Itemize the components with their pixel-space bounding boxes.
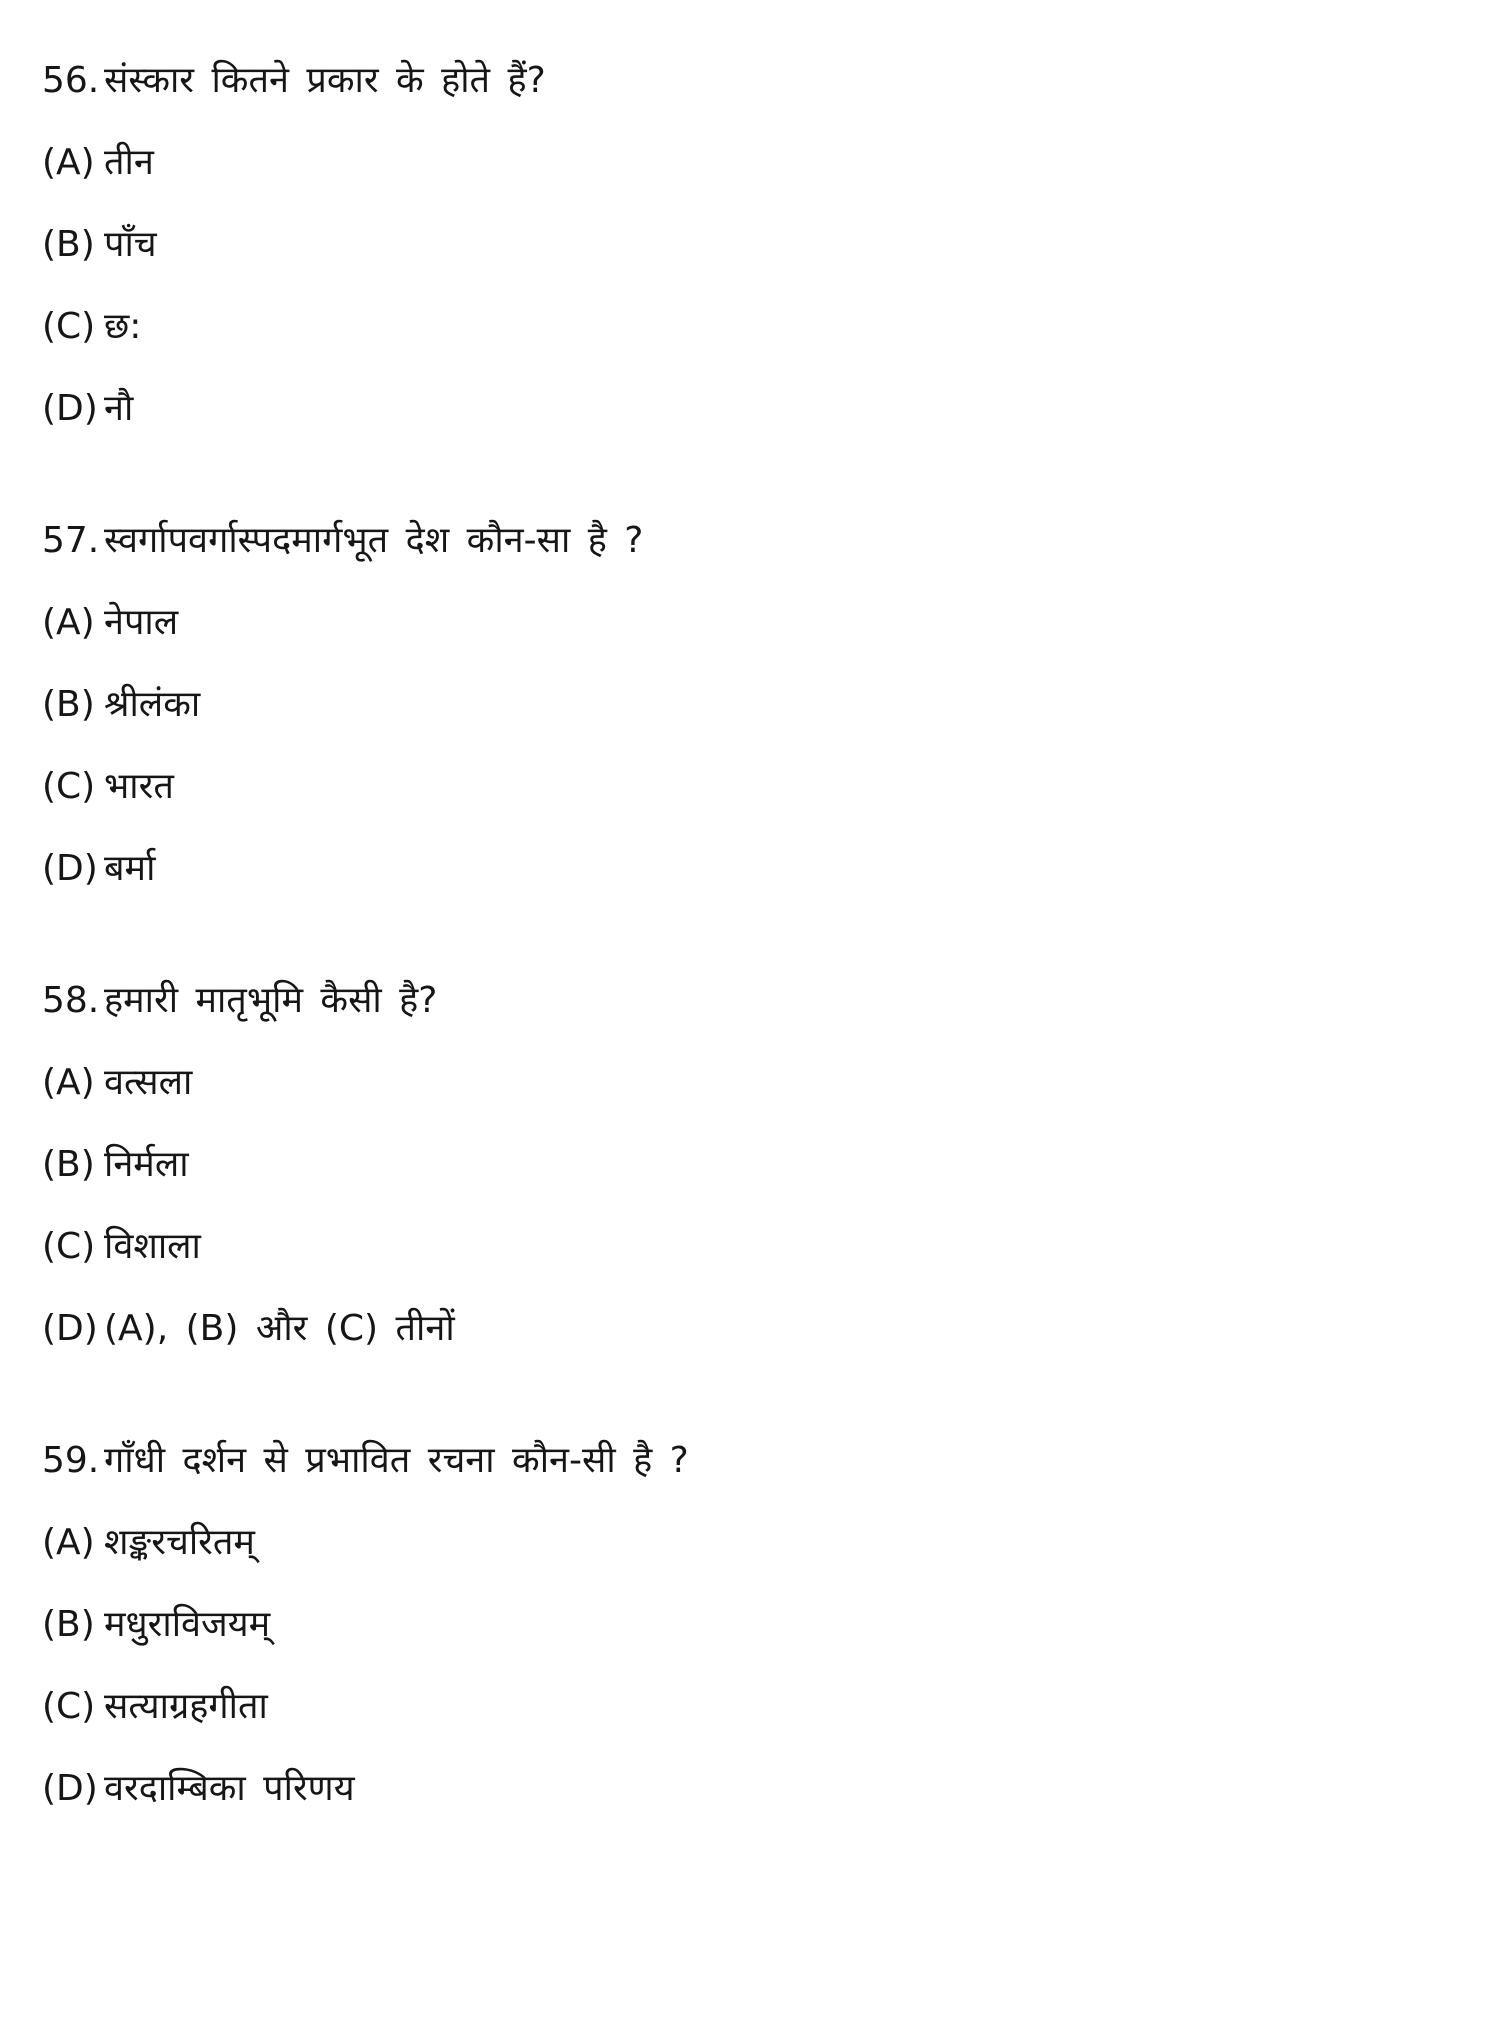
question-text: हमारी मातृभूमि कैसी है? xyxy=(104,980,438,1021)
option-label: (A) xyxy=(42,142,95,183)
option-text: वरदाम्बिका परिणय xyxy=(104,1768,355,1809)
question-number: 57. xyxy=(42,520,100,561)
option-row xyxy=(42,846,1465,892)
option-label: (A) xyxy=(42,1062,95,1103)
option-text: छ: xyxy=(104,306,142,347)
option-row xyxy=(42,764,1465,810)
option-row xyxy=(42,222,1465,268)
option-label: (C) xyxy=(42,1686,96,1727)
option-row xyxy=(42,600,1465,646)
question-text: गाँधी दर्शन से प्रभावित रचना कौन-सी है ? xyxy=(104,1440,689,1481)
option-label: (C) xyxy=(42,1226,96,1267)
question-text: संस्कार कितने प्रकार के होते हैं? xyxy=(104,60,546,101)
option-row xyxy=(42,1224,1465,1270)
option-row xyxy=(42,1602,1465,1648)
option-label: (B) xyxy=(42,1144,95,1185)
option-row xyxy=(42,1766,1465,1812)
question-block xyxy=(42,518,1465,892)
option-label: (A) xyxy=(42,602,95,643)
option-text: बर्मा xyxy=(104,848,156,889)
option-text: सत्याग्रहगीता xyxy=(104,1686,268,1727)
option-row xyxy=(42,1306,1465,1352)
question-number: 56. xyxy=(42,60,100,101)
option-text: (A), (B) और (C) तीनों xyxy=(104,1308,455,1349)
option-label: (D) xyxy=(42,1308,98,1349)
option-text: विशाला xyxy=(104,1226,201,1267)
option-row xyxy=(42,304,1465,350)
option-label: (B) xyxy=(42,224,95,265)
question-number: 58. xyxy=(42,980,100,1021)
option-text: श्रीलंका xyxy=(104,684,201,725)
option-label: (D) xyxy=(42,848,98,889)
option-label: (D) xyxy=(42,1768,98,1809)
question-block xyxy=(42,58,1465,432)
option-text: तीन xyxy=(104,142,154,183)
option-text: निर्मला xyxy=(104,1144,189,1185)
option-label: (A) xyxy=(42,1522,95,1563)
question-line xyxy=(42,1438,1465,1484)
option-row xyxy=(42,1142,1465,1188)
option-row xyxy=(42,386,1465,432)
question-text: स्वर्गापवर्गास्पदमार्गभूत देश कौन-सा है ? xyxy=(104,520,644,561)
question-line xyxy=(42,518,1465,564)
option-row xyxy=(42,682,1465,728)
option-row xyxy=(42,1520,1465,1566)
option-label: (C) xyxy=(42,306,96,347)
option-text: पाँच xyxy=(104,224,157,265)
option-text: वत्सला xyxy=(104,1062,193,1103)
question-block xyxy=(42,978,1465,1352)
option-label: (D) xyxy=(42,388,98,429)
option-label: (B) xyxy=(42,684,95,725)
question-block xyxy=(42,1438,1465,1812)
option-text: नौ xyxy=(104,388,134,429)
option-text: शङ्करचरितम् xyxy=(104,1522,255,1563)
question-line xyxy=(42,58,1465,104)
option-row xyxy=(42,140,1465,186)
option-row xyxy=(42,1060,1465,1106)
option-text: मधुराविजयम् xyxy=(104,1604,271,1645)
question-line xyxy=(42,978,1465,1024)
option-label: (B) xyxy=(42,1604,95,1645)
option-text: नेपाल xyxy=(104,602,179,643)
option-text: भारत xyxy=(104,766,174,807)
question-number: 59. xyxy=(42,1440,100,1481)
option-row xyxy=(42,1684,1465,1730)
option-label: (C) xyxy=(42,766,96,807)
